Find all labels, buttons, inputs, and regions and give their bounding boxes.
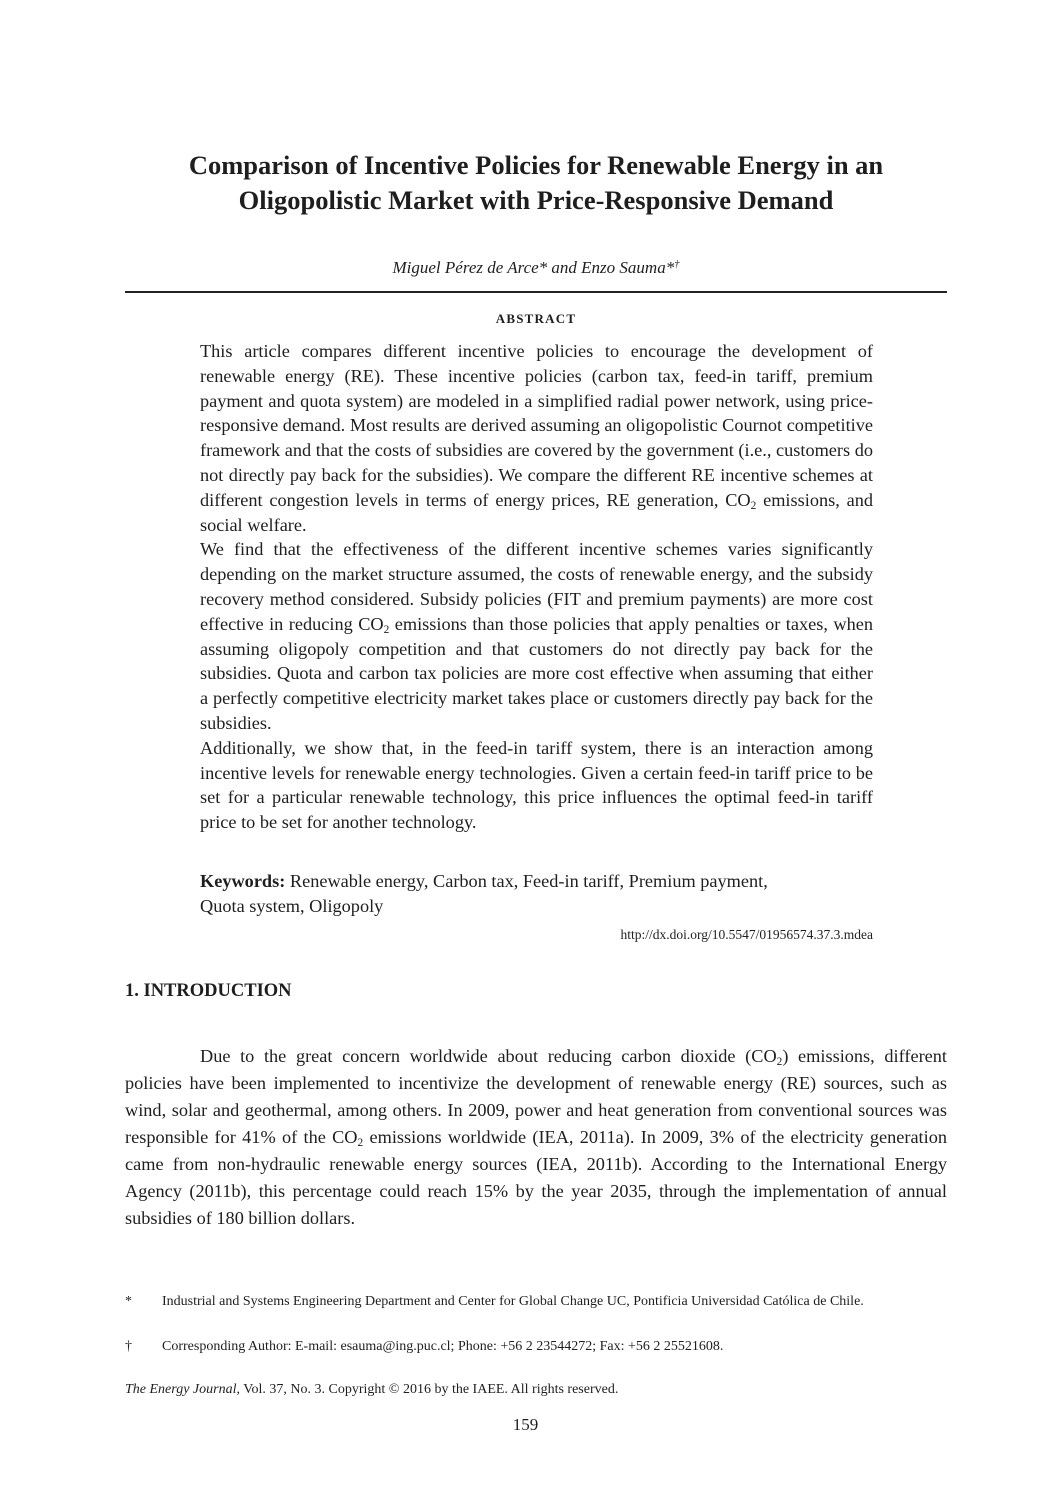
journal-name: The Energy Journal	[125, 1382, 237, 1397]
footnote-text: Corresponding Author: E-mail: esauma@ing.puc.cl; Phone: +56 2 23544272; Fax: +56 2 25521608.	[162, 1339, 724, 1354]
dagger-mark: †	[674, 259, 680, 271]
keywords	[200, 869, 873, 919]
title-line-1: Comparison of Incentive Policies for Renewable Energy in an	[188, 150, 884, 180]
title-line-2: Oligopolistic Market with Price-Responsive Demand	[238, 185, 834, 215]
co2-subscript: 2	[383, 623, 390, 636]
authors-text: Miguel Pérez de Arce* and Enzo Sauma*	[392, 258, 675, 277]
intro-paragraph	[125, 1043, 947, 1232]
footnote	[125, 1291, 947, 1312]
abstract-paragraph-1	[200, 339, 873, 537]
header-divider	[125, 291, 947, 293]
abstract-p2-text-a: We find that the effectiveness of the different incentive schemes varies significantly depending on the market structure assumed, the costs of renewable energy, and the subsidy recovery method considered. Subsidy policies (FIT and premium payments) are more cost effective in reducing CO	[200, 539, 873, 634]
doi-link[interactable]: http://dx.doi.org/10.5547/01956574.37.3.mdea	[620, 927, 873, 942]
footnote	[125, 1336, 947, 1357]
abstract-p1-text-a: This article compares different incentive policies to encourage the development of renewable energy (RE). These incentive policies (carbon tax, feed-in tariff, premium payment and quota system) are modeled in a simplified radial power network, using price-responsive demand. Most results are derived assuming an oligopolistic Cournot competitive framework and that the costs of subsidies are covered by the government (i.e., customers do not directly pay back for the subsidies). We compare the different RE incentive schemes at different congestion levels in terms of energy prices, RE generation, CO	[200, 341, 873, 510]
section-heading: 1. INTRODUCTION	[125, 981, 292, 1001]
co2-subscript: 2	[357, 1136, 364, 1149]
abstract-heading: ABSTRACT	[495, 311, 577, 326]
intro-text-c: emissions worldwide (IEA, 2011a). In 2009, 3% of the electricity generation came from non-hydraulic renewable energy sources (IEA, 2011b). According to the International Energy Agency (2011b), this percentage could reach 15% by the year 2035, through the implementation of annual subsidies of 180 billion dollars.	[125, 1127, 947, 1228]
footnote-text: Industrial and Systems Engineering Department and Center for Global Change UC, Pontificia Universidad Católica de Chile.	[162, 1294, 864, 1309]
abstract-p1-text-b: emissions, and social welfare.	[200, 489, 873, 535]
abstract-body	[200, 339, 873, 835]
page-number: 159	[512, 1415, 539, 1434]
journal-citation	[125, 1382, 618, 1398]
abstract-p2-text-b: emissions than those policies that apply penalties or taxes, when assuming oligopoly competition and that customers do not directly pay back for the subsidies. Quota and carbon tax policies are more cost effective when assuming that either a perfectly competitive electricity market takes place or customers directly pay back for the subsidies.	[200, 613, 873, 733]
intro-text-a: Due to the great concern worldwide about reducing carbon dioxide (CO	[200, 1046, 777, 1066]
co2-subscript: 2	[750, 499, 757, 512]
keywords-label: Keywords:	[200, 871, 286, 891]
abstract-paragraph-2	[200, 537, 873, 735]
footnote-mark: *	[125, 1294, 132, 1309]
abstract-paragraph-3: Additionally, we show that, in the feed-in tariff system, there is an interaction among incentive levels for renewable energy technologies. Given a certain feed-in tariff price to be set for a particular renewable technology, this price influences the optimal feed-in tariff price to be set for another technology.	[200, 737, 873, 833]
author-list	[125, 258, 947, 278]
co2-subscript: 2	[776, 1055, 783, 1068]
keywords-line-1: Renewable energy, Carbon tax, Feed-in tariff, Premium payment,	[285, 871, 768, 891]
paper-title	[125, 148, 947, 218]
intro-text-b: ) emissions, different policies have been implemented to incentivize the development of renewable energy (RE) sources, such as wind, solar and geothermal, among others. In 2009, power and heat generation from conventional sources was responsible for 41% of the CO	[125, 1046, 947, 1147]
footnote-mark: †	[125, 1339, 132, 1354]
keywords-line-2: Quota system, Oligopoly	[200, 895, 384, 916]
journal-details: , Vol. 37, No. 3. Copyright © 2016 by the IAEE. All rights reserved.	[236, 1382, 619, 1397]
